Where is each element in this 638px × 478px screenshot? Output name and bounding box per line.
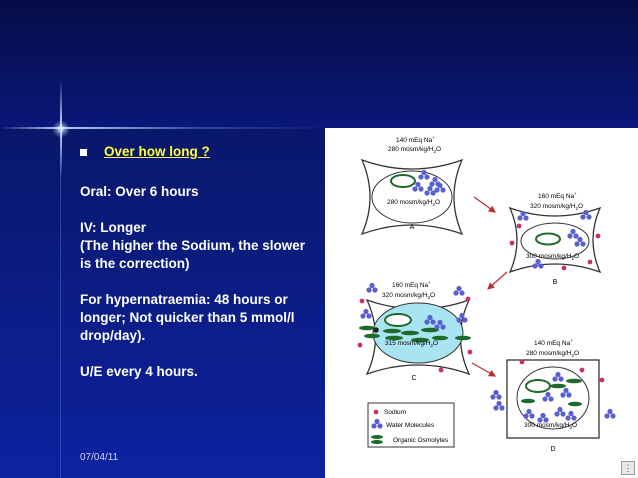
text-line: is the correction) <box>80 256 190 271</box>
sodium-legend-icon <box>374 410 379 415</box>
slide-date: 07/04/11 <box>80 452 119 463</box>
cell-a <box>362 135 462 234</box>
cell-d-osmolality-inside: 300 mosm/$kg/H_2O$ <box>524 422 578 430</box>
text-line: For hypernatraemia: 48 hours or <box>80 292 288 307</box>
cell-a-sodium: 140 mEq Na+ <box>396 135 435 144</box>
cell-d <box>490 338 615 453</box>
cell-b-osmolality-outside: 320 mosm/$kg/H_2O$ <box>530 203 584 211</box>
text-line: drop/day). <box>80 328 146 343</box>
cell-d-label: D <box>550 446 556 453</box>
light-flare-horizontal <box>0 127 330 129</box>
cell-c-sodium: 160 mEq Na+ <box>392 280 431 289</box>
arrow-a-to-b-icon <box>474 197 495 212</box>
legend-water: Water Molecules <box>386 422 435 429</box>
text-line: Oral: Over 6 hours <box>80 184 199 199</box>
paragraph-oral <box>80 183 325 201</box>
light-flare-center <box>52 120 70 138</box>
text-line: (The higher the Sodium, the slower <box>80 238 306 253</box>
text-line: U/E every 4 hours. <box>80 364 198 379</box>
cell-a-osmolality-outside: 280 mosm/$kg/H_2O$ <box>388 146 442 154</box>
cell-d-osmolality-outside: 280 mosm/$kg/H_2O$ <box>526 350 580 358</box>
osmolality-diagram <box>340 128 638 478</box>
title-band <box>0 0 638 128</box>
cell-d-sodium: 140 mEq Na+ <box>534 338 573 347</box>
arrow-c-to-d-icon <box>472 363 495 376</box>
cell-b-sodium: 160 mEq Na+ <box>538 191 577 200</box>
cell-c <box>358 280 473 382</box>
cell-a-label: A <box>409 224 415 231</box>
arrow-b-to-c-icon <box>488 272 507 289</box>
square-bullet-icon <box>80 149 87 156</box>
cell-c-label: C <box>411 375 417 382</box>
cell-c-osmolality-outside: 320 mosm/$kg/H_2O$ <box>382 292 436 300</box>
text-line: IV: Longer <box>80 220 147 235</box>
slide-body <box>80 143 325 399</box>
diagram-legend <box>368 403 454 447</box>
legend-sodium: Sodium <box>384 409 407 416</box>
paragraph-iv <box>80 219 325 273</box>
slide-nav-icon[interactable]: ⋮ <box>621 461 635 475</box>
left-guide-line <box>60 128 61 478</box>
bullet-heading: Over how long ? <box>104 144 210 159</box>
bullet-item <box>80 143 325 161</box>
cell-a-osmolality-inside: 280 mosm/$kg/H_2O$ <box>387 199 441 207</box>
cell-c-osmolality-inside: 315 mosm/$kg/H_2O$ <box>385 340 439 348</box>
legend-organic: Organic Osmolytes <box>393 437 449 444</box>
cell-b-label: B <box>552 279 558 286</box>
text-line: longer; Not quicker than 5 mmol/l <box>80 310 295 325</box>
paragraph-hypernatraemia <box>80 291 325 345</box>
osmolyte-legend-icon <box>371 435 383 439</box>
paragraph-ue <box>80 363 325 381</box>
cell-b-osmolality-inside: 300 mosm/$kg/H_2O$ <box>526 253 580 261</box>
cell-b <box>510 191 601 286</box>
